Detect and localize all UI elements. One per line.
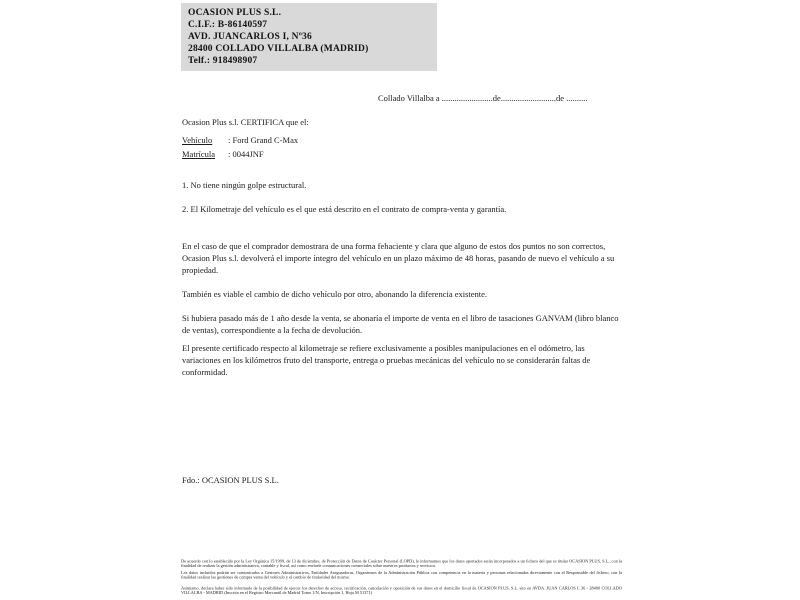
points-list [182, 179, 622, 227]
certify-intro: Ocasion Plus s.l. CERTIFICA que el: [182, 117, 309, 127]
company-city: 28400 COLLADO VILLALBA (MADRID) [188, 44, 369, 54]
legal-rights-registry: Asimismo, declara haber sido informado de la posibilidad de ejercer los derechos de acceso, rectificación, cancelación y oposición de sus datos en el domicilio fiscal de OCASION PLUS, S.L. sito en AVDA. JUAN CARLOS I, 36 - 28400 COLLADO VILLALBA - MADRID (Inscrita en el Registro Mercantil de Madrid Tomo 1/N, Inscripción 1, Hoja M 51371) [181, 585, 622, 595]
legal-footer [181, 559, 622, 599]
legal-footer-text [181, 559, 622, 595]
point-structural: 1. No tiene ningún golpe estructural. [182, 180, 307, 190]
company-phone: Telf.: 918498907 [188, 56, 258, 66]
plate-value: : 0044JNF [228, 149, 264, 159]
vehicle-row [182, 133, 309, 147]
date-line: Collado Villalba a ........................de..........................de .......... [378, 93, 588, 103]
company-name: OCASION PLUS S.L. [188, 8, 282, 18]
paragraph-ganvam: Si hubiera pasado más de 1 año desde la venta, se abonaría el importe de venta en el libro de tasaciones GANVAM (libro blanco de ventas), correspondiente a la fecha de devolución. [182, 313, 619, 335]
signature-line: Fdo.: OCASION PLUS S.L. [182, 475, 279, 485]
vehicle-label: Vehículo [182, 135, 213, 145]
plate-label: Matrícula [182, 149, 216, 159]
company-cif: C.I.F.: B-86140597 [188, 20, 268, 30]
vehicle-value: : Ford Grand C-Max [228, 135, 299, 145]
plate-row [182, 147, 309, 161]
company-address: AVD. JUANCARLOS I, Nº36 [188, 32, 312, 42]
paragraph-exchange: También es viable el cambio de dicho vehículo por otro, abonando la diferencia existente. [182, 289, 488, 299]
letterhead [181, 3, 437, 71]
certification-block [182, 116, 309, 161]
paragraph-odometer: El presente certificado respecto al kilometraje se refiere exclusivamente a posibles manipulaciones en el odómetro, las variaciones en los kilómetros fruto del transporte, entrega o pruebas mecánicas del vehículo no se considerarán faltas de conformidad. [182, 343, 591, 377]
paragraph-refund: En el caso de que el comprador demostrara de una forma fehaciente y clara que alguno de estos dos puntos no son correctos, Ocasion Plus s.l. devolverá el importe íntegro del vehículo en un plazo máximo de 48 horas, pasando de nuevo el vehículo a su propiedad. [182, 241, 615, 275]
point-mileage: 2. El Kilometraje del vehículo es el que está descrito en el contrato de compra-venta y garantía. [182, 204, 507, 214]
legal-lopd-notice: De acuerdo con lo establecido por la Ley Orgánica 15/1999, de 13 de diciembre, de Protección de Datos de Carácter Personal (LOPD), le informamos que los datos aportados serán incorporados a un fichero del que es titular OCASION PLUS, S.L., con la finalidad de realizar la gestión administrativa, contable y fiscal, así como enviarle comunicaciones comerciales sobre nuestros productos y servicios. [181, 559, 622, 568]
legal-data-sharing: Los datos incluidos podrán ser comunicados a Gestores Administrativos, Entidades Aseguradoras, Organismos de la Administración Pública con competencia en la materia y personas relacionadas directamente con el Responsable del fichero, con la finalidad realizar las gestiones de compra venta del vehículo y el cambio de titularidad del mismo. [181, 570, 622, 580]
body-paragraphs [182, 240, 622, 390]
